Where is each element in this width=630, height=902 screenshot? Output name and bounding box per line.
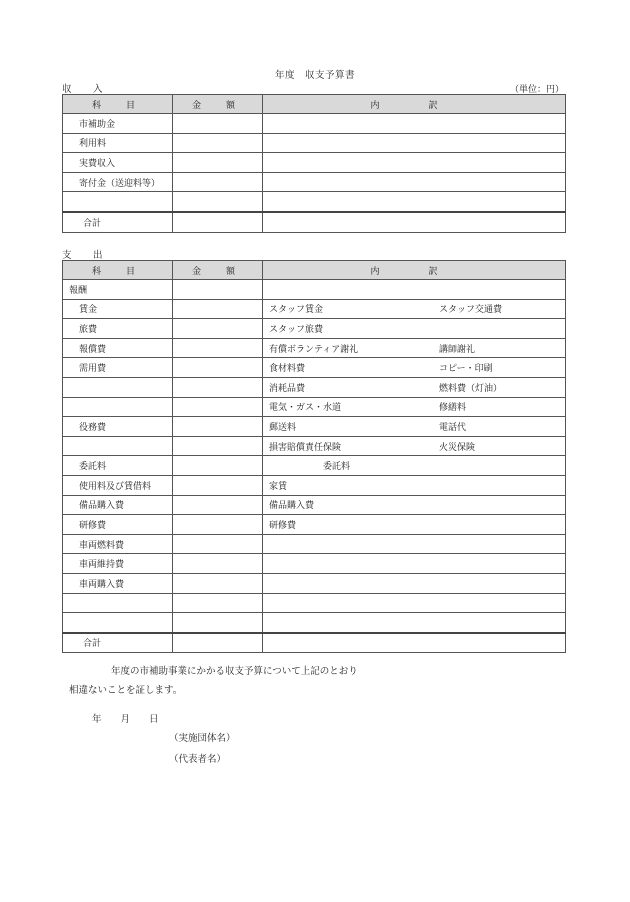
income-detail-cell[interactable]: [263, 172, 566, 192]
expense-item: 車両燃料費: [63, 534, 173, 554]
expense-amount-cell[interactable]: [173, 534, 263, 554]
expense-detail-cell[interactable]: [263, 417, 566, 437]
table-row: [63, 495, 566, 515]
expense-detail: [263, 400, 565, 413]
expense-item: 需用費: [63, 358, 173, 378]
income-header-amount: 金 額: [173, 95, 263, 114]
expense-item: 旅費: [63, 319, 173, 339]
expense-detail-cell[interactable]: [263, 495, 566, 515]
expense-amount-cell[interactable]: [173, 417, 263, 437]
expense-item: 研修費: [63, 515, 173, 535]
income-section-label: 収 入: [62, 84, 109, 95]
expense-detail: [263, 479, 565, 492]
income-amount-cell[interactable]: [173, 114, 263, 134]
income-item: 寄付金（送迎料等）: [63, 172, 173, 192]
income-header-detail: 内 訳: [263, 95, 566, 114]
table-row: [63, 358, 566, 378]
table-row: [63, 133, 566, 153]
expense-header-item: 科 目: [63, 261, 173, 280]
expense-detail-cell[interactable]: [263, 534, 566, 554]
expense-detail-primary: 家賃: [269, 481, 288, 492]
expense-detail-primary: スタッフ旅費: [269, 324, 324, 335]
expense-item: 報酬: [63, 280, 173, 300]
expense-detail-cell[interactable]: [263, 593, 566, 613]
expense-detail-secondary: 修繕料: [439, 403, 467, 414]
expense-item: 車両購入費: [63, 573, 173, 593]
expense-amount-cell[interactable]: [173, 358, 263, 378]
expense-detail: [263, 440, 565, 453]
unit-label: （単位：円）: [509, 85, 564, 95]
expense-amount-cell[interactable]: [173, 456, 263, 476]
expense-item: 車両維持費: [63, 554, 173, 574]
expense-detail: [263, 459, 565, 472]
expense-detail-cell[interactable]: [263, 515, 566, 535]
expense-item: 委託料: [63, 456, 173, 476]
expense-total-detail-cell[interactable]: [263, 633, 566, 653]
expense-item: 使用料及び賃借料: [63, 475, 173, 495]
expense-detail-cell[interactable]: [263, 456, 566, 476]
expense-detail-secondary: 講師謝礼: [439, 344, 476, 355]
table-row: [63, 397, 566, 417]
expense-amount-cell[interactable]: [173, 554, 263, 574]
expense-item: [63, 436, 173, 456]
expense-detail: [263, 498, 565, 511]
income-amount-cell[interactable]: [173, 172, 263, 192]
income-amount-cell[interactable]: [173, 192, 263, 212]
expense-detail-primary: 有償ボランティア謝礼: [269, 344, 359, 355]
table-row: [63, 593, 566, 613]
table-row: [63, 417, 566, 437]
expense-detail: [263, 361, 565, 374]
expense-detail: [263, 302, 565, 315]
expense-item: 報償費: [63, 338, 173, 358]
expense-detail-primary: 電気・ガス・水道: [269, 403, 342, 414]
income-detail-cell[interactable]: [263, 114, 566, 134]
expense-item: [63, 397, 173, 417]
expense-amount-cell[interactable]: [173, 593, 263, 613]
expense-detail-cell[interactable]: [263, 377, 566, 397]
table-row: [63, 192, 566, 212]
date-line: 年 月 日: [92, 714, 159, 725]
income-item: 市補助金: [63, 114, 173, 134]
representative-name-label: （代表者名）: [169, 754, 227, 765]
expense-detail-secondary: 電話代: [439, 422, 467, 433]
income-detail-cell[interactable]: [263, 133, 566, 153]
expense-detail-cell[interactable]: [263, 554, 566, 574]
income-table: [62, 94, 566, 233]
table-row: [63, 436, 566, 456]
income-total-row: [63, 212, 566, 232]
table-row: [63, 554, 566, 574]
table-row: [63, 319, 566, 339]
expense-header-detail: 内 訳: [263, 261, 566, 280]
income-amount-cell[interactable]: [173, 153, 263, 173]
certification-line-2: 相違ないことを証します。: [69, 685, 183, 696]
income-header-row: [63, 95, 566, 114]
expense-amount-cell[interactable]: [173, 319, 263, 339]
organization-name-label: （実施団体名）: [169, 733, 236, 744]
expense-amount-cell[interactable]: [173, 397, 263, 417]
expense-detail-cell[interactable]: [263, 573, 566, 593]
expense-detail-cell[interactable]: [263, 358, 566, 378]
expense-detail-secondary: 火災保険: [439, 442, 476, 453]
expense-detail-primary: 研修費: [269, 520, 297, 531]
income-header-item: 科 目: [63, 95, 173, 114]
certification-line-1: 年度の市補助事業にかかる収支予算について上記のとおり: [111, 666, 358, 677]
expense-detail-cell[interactable]: [263, 436, 566, 456]
expense-detail-primary: 損害賠償責任保険: [269, 442, 342, 453]
expense-detail-cell[interactable]: [263, 319, 566, 339]
income-total-detail-cell[interactable]: [263, 212, 566, 232]
expense-detail: [263, 342, 565, 355]
expense-table: [62, 260, 566, 653]
expense-detail: [263, 381, 565, 394]
expense-detail-primary: スタッフ賃金: [269, 305, 324, 316]
expense-amount-cell[interactable]: [173, 515, 263, 535]
table-row: [63, 573, 566, 593]
income-detail-cell[interactable]: [263, 192, 566, 212]
expense-item: [63, 377, 173, 397]
expense-section-label: 支 出: [62, 250, 109, 261]
income-item: [63, 192, 173, 212]
table-row: [63, 299, 566, 319]
expense-amount-cell[interactable]: [173, 377, 263, 397]
expense-amount-cell[interactable]: [173, 299, 263, 319]
expense-detail-primary: 備品購入費: [269, 501, 315, 512]
page-title: 年度 収支予算書: [274, 70, 355, 81]
expense-detail-cell[interactable]: [263, 280, 566, 300]
expense-detail: [263, 518, 565, 531]
table-row: [63, 338, 566, 358]
expense-detail: [263, 420, 565, 433]
table-row: [63, 515, 566, 535]
expense-total-row: [63, 633, 566, 653]
income-item: 利用料: [63, 133, 173, 153]
expense-amount-cell[interactable]: [173, 573, 263, 593]
expense-amount-cell[interactable]: [173, 495, 263, 515]
expense-detail-cell[interactable]: [263, 299, 566, 319]
expense-item: [63, 613, 173, 633]
income-item: 実費収入: [63, 153, 173, 173]
expense-amount-cell[interactable]: [173, 436, 263, 456]
expense-detail-primary: 委託料: [323, 462, 351, 473]
expense-detail-primary: 郵送料: [269, 422, 297, 433]
expense-detail-cell[interactable]: [263, 475, 566, 495]
table-row: [63, 153, 566, 173]
expense-detail-secondary: 燃料費（灯油）: [439, 383, 503, 394]
table-row: [63, 534, 566, 554]
expense-item: [63, 593, 173, 613]
income-total-amount-cell[interactable]: [173, 212, 263, 232]
income-detail-cell[interactable]: [263, 153, 566, 173]
expense-detail-secondary: スタッフ交通費: [439, 305, 503, 316]
expense-amount-cell[interactable]: [173, 280, 263, 300]
expense-total-amount-cell[interactable]: [173, 633, 263, 653]
table-row: [63, 114, 566, 134]
table-row: [63, 456, 566, 476]
expense-amount-cell[interactable]: [173, 338, 263, 358]
expense-header-row: [63, 261, 566, 280]
table-row: [63, 377, 566, 397]
expense-detail-cell[interactable]: [263, 613, 566, 633]
expense-detail-cell[interactable]: [263, 397, 566, 417]
expense-header-amount: 金 額: [173, 261, 263, 280]
expense-amount-cell[interactable]: [173, 475, 263, 495]
table-row: [63, 280, 566, 300]
income-total-label: 合計: [63, 212, 173, 232]
expense-amount-cell[interactable]: [173, 613, 263, 633]
expense-item: 賃金: [63, 299, 173, 319]
expense-detail-cell[interactable]: [263, 338, 566, 358]
expense-item: 役務費: [63, 417, 173, 437]
expense-detail-primary: 食材料費: [269, 364, 306, 375]
expense-detail-primary: 消耗品費: [269, 383, 306, 394]
table-row: [63, 613, 566, 633]
expense-item: 備品購入費: [63, 495, 173, 515]
table-row: [63, 475, 566, 495]
expense-detail-secondary: コピー・印刷: [439, 364, 493, 375]
expense-detail: [263, 322, 565, 335]
income-amount-cell[interactable]: [173, 133, 263, 153]
table-row: [63, 172, 566, 192]
expense-total-label: 合計: [63, 633, 173, 653]
